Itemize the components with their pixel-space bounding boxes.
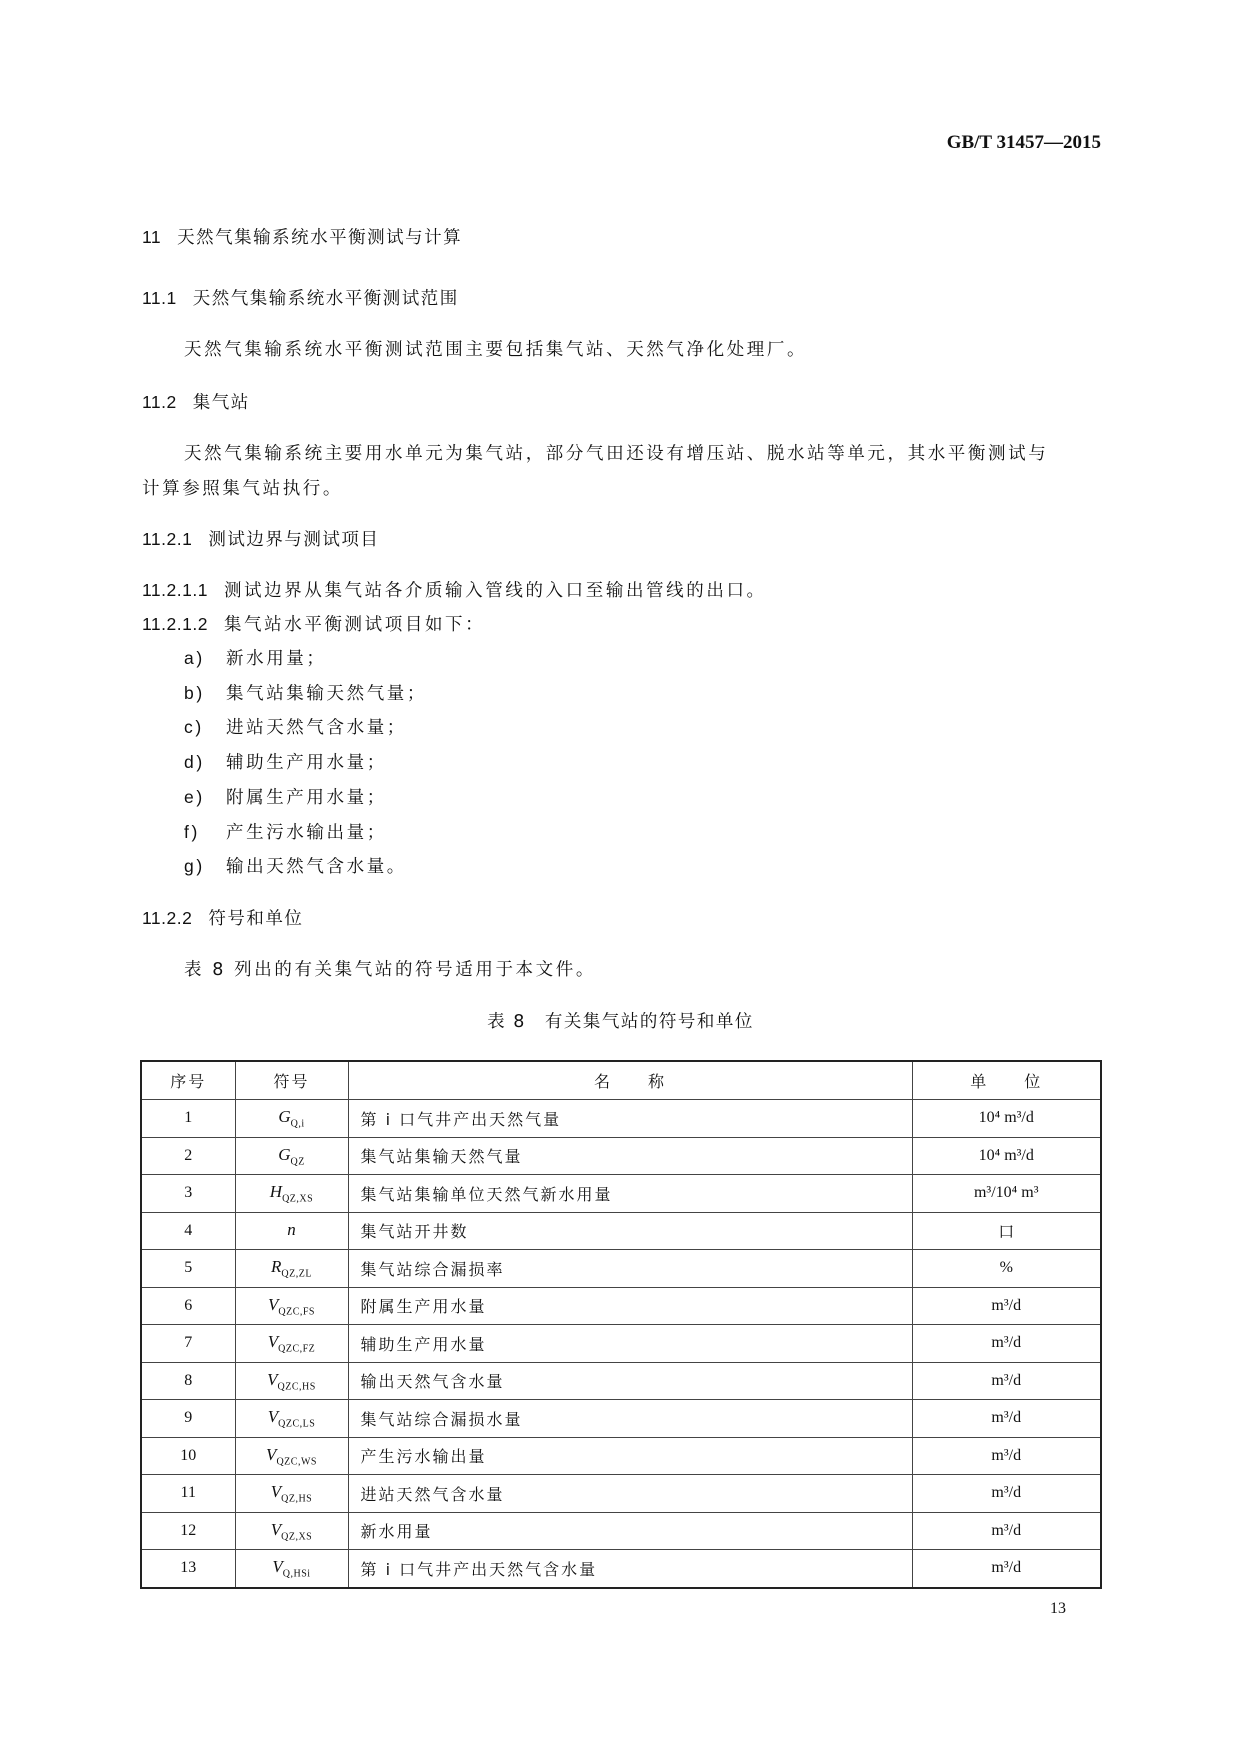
header-symbol: 符号 (235, 1061, 348, 1100)
table-row (141, 1475, 1101, 1513)
table-row (141, 1287, 1101, 1325)
symbol-cell (235, 1137, 348, 1175)
row-number: 1 (141, 1100, 235, 1138)
symbol-cell (235, 1550, 348, 1588)
unit-cell: 10⁴ m³/d (912, 1100, 1101, 1138)
table-row (141, 1512, 1101, 1550)
row-number: 7 (141, 1325, 235, 1363)
list-item (184, 645, 327, 670)
heading-11: 11 天然气集输系统水平衡测试与计算 (142, 227, 463, 248)
header-name: 名 称 (348, 1061, 912, 1100)
clause-11-2-1-2: 11.2.1.2 集气站水平衡测试项目如下： (142, 614, 486, 635)
table-row (141, 1437, 1101, 1475)
standard-number: GB/T 31457—2015 (946, 132, 1101, 153)
list-label: f) (184, 821, 200, 842)
unit-cell: m³/10⁴ m³ (912, 1175, 1101, 1213)
table-row (141, 1137, 1101, 1175)
table-row (141, 1175, 1101, 1213)
unit-cell: m³/d (912, 1400, 1101, 1438)
row-number: 11 (141, 1475, 235, 1513)
name-cell: 附属生产用水量 (348, 1287, 912, 1325)
symbol: $V_{QZ,HS}$ (270, 1482, 313, 1505)
symbol: $G_{QZ}$ (278, 1144, 305, 1167)
header-no: 序号 (141, 1061, 235, 1100)
table-row (141, 1212, 1101, 1250)
table-row (141, 1325, 1101, 1363)
list-label: b) (184, 682, 205, 703)
unit-cell: m³/d (912, 1362, 1101, 1400)
table-row (141, 1550, 1101, 1588)
name-cell: 新水用量 (348, 1512, 912, 1550)
row-number: 8 (141, 1362, 235, 1400)
list-text: 产生污水输出量； (226, 822, 387, 843)
symbol-cell (235, 1100, 348, 1138)
list-label: g) (184, 856, 205, 877)
symbol: n (287, 1219, 296, 1239)
unit-cell: m³/d (912, 1475, 1101, 1513)
symbol-cell (235, 1212, 348, 1250)
symbol-cell (235, 1175, 348, 1213)
symbol: $V_{Q,HSi}$ (272, 1557, 311, 1580)
symbols-table (140, 1060, 1102, 1589)
list-label: c) (184, 717, 204, 738)
heading-11-2-1: 11.2.1 测试边界与测试项目 (142, 529, 380, 550)
heading-11-2: 11.2 集气站 (142, 392, 250, 413)
symbol-cell (235, 1250, 348, 1288)
table-row (141, 1100, 1101, 1138)
header-unit: 单 位 (912, 1061, 1101, 1100)
unit-cell: m³/d (912, 1512, 1101, 1550)
symbol-cell (235, 1287, 348, 1325)
unit-cell: m³/d (912, 1550, 1101, 1588)
list-item (184, 784, 387, 809)
name-cell: 集气站综合漏损水量 (348, 1400, 912, 1438)
list-label: e) (184, 786, 205, 807)
list-text: 输出天然气含水量。 (226, 857, 407, 878)
list-text: 附属生产用水量； (226, 787, 387, 808)
name-cell: 集气站集输天然气量 (348, 1137, 912, 1175)
symbol-cell (235, 1475, 348, 1513)
table-caption: 表 8 有关集气站的符号和单位 (487, 1012, 754, 1032)
unit-cell: m³/d (912, 1437, 1101, 1475)
list-text: 进站天然气含水量； (226, 718, 407, 739)
symbol-cell (235, 1437, 348, 1475)
symbol: $G_{Q,i}$ (278, 1107, 305, 1130)
paragraph: 天然气集输系统水平衡测试范围主要包括集气站、天然气净化处理厂。 (184, 340, 808, 360)
page-number: 13 (1050, 1600, 1066, 1617)
symbol-cell (235, 1325, 348, 1363)
name-cell: 第 i 口气井产出天然气含水量 (348, 1550, 912, 1588)
list-item (184, 714, 407, 739)
name-cell: 产生污水输出量 (348, 1437, 912, 1475)
symbol-cell (235, 1400, 348, 1438)
name-cell: 进站天然气含水量 (348, 1475, 912, 1513)
paragraph-line-1: 天然气集输系统主要用水单元为集气站，部分气田还设有增压站、脱水站等单元，其水平衡测试与 (184, 444, 1049, 464)
list-item (184, 680, 427, 705)
row-number: 2 (141, 1137, 235, 1175)
symbol: $V_{QZ,XS}$ (270, 1519, 313, 1542)
symbol-cell (235, 1362, 348, 1400)
list-text: 辅助生产用水量； (226, 753, 387, 774)
list-label: d) (184, 752, 205, 773)
list-item (184, 819, 387, 844)
table-row (141, 1362, 1101, 1400)
name-cell: 集气站综合漏损率 (348, 1250, 912, 1288)
list-text: 集气站集输天然气量； (226, 683, 427, 704)
name-cell: 集气站集输单位天然气新水用量 (348, 1175, 912, 1213)
symbol: $V_{QZC,FZ}$ (267, 1332, 316, 1355)
heading-11-1: 11.1 天然气集输系统水平衡测试范围 (142, 288, 459, 309)
table-row (141, 1400, 1101, 1438)
name-cell: 输出天然气含水量 (348, 1362, 912, 1400)
row-number: 12 (141, 1512, 235, 1550)
unit-cell: % (912, 1250, 1101, 1288)
list-text: 新水用量； (226, 649, 327, 669)
unit-cell: 口 (912, 1212, 1101, 1250)
name-cell: 辅助生产用水量 (348, 1325, 912, 1363)
name-cell: 集气站开井数 (348, 1212, 912, 1250)
unit-cell: m³/d (912, 1287, 1101, 1325)
unit-cell: m³/d (912, 1325, 1101, 1363)
row-number: 10 (141, 1437, 235, 1475)
symbol: $V_{QZC,WS}$ (266, 1444, 317, 1467)
symbol-cell (235, 1512, 348, 1550)
list-item (184, 749, 387, 774)
list-label: a) (184, 648, 205, 668)
row-number: 3 (141, 1175, 235, 1213)
paragraph: 表 8 列出的有关集气站的符号适用于本文件。 (184, 960, 596, 980)
name-cell: 第 i 口气井产出天然气量 (348, 1100, 912, 1138)
row-number: 13 (141, 1550, 235, 1588)
symbol: $V_{QZC,FS}$ (267, 1294, 315, 1317)
symbol: $R_{QZ,ZL}$ (271, 1257, 312, 1280)
clause-11-2-1-1: 11.2.1.1 测试边界从集气站各介质输入管线的入口至输出管线的出口。 (142, 580, 767, 601)
heading-11-2-2: 11.2.2 符号和单位 (142, 908, 304, 929)
list-item (184, 853, 407, 878)
symbol: $H_{QZ,XS}$ (269, 1182, 314, 1205)
paragraph-line-2: 计算参照集气站执行。 (142, 479, 343, 499)
row-number: 4 (141, 1212, 235, 1250)
row-number: 9 (141, 1400, 235, 1438)
symbol: $V_{QZC,LS}$ (267, 1407, 316, 1430)
unit-cell: 10⁴ m³/d (912, 1137, 1101, 1175)
row-number: 6 (141, 1287, 235, 1325)
symbol: $V_{QZC,HS}$ (267, 1369, 316, 1392)
table-row (141, 1250, 1101, 1288)
row-number: 5 (141, 1250, 235, 1288)
